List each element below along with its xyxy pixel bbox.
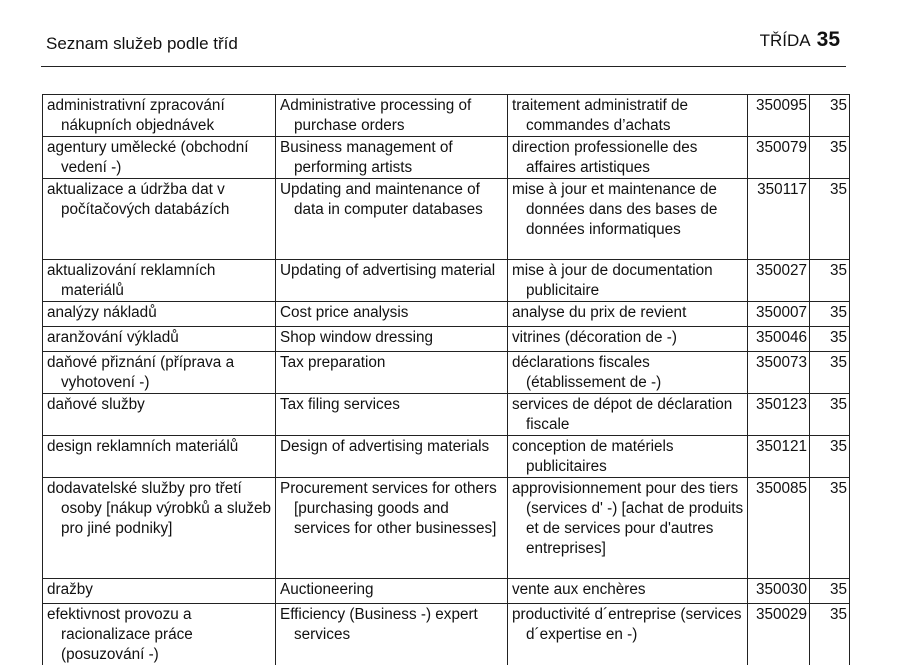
english-term-text: Auctioneering (280, 580, 505, 600)
czech-term-text: administrativní zpracování nákupních objednávek (47, 96, 273, 136)
services-table-body (43, 95, 850, 665)
french-term-cell (508, 179, 748, 260)
basic-number-text: 350123 (756, 396, 807, 413)
class-number-cell (810, 436, 850, 478)
class-number-text: 35 (830, 438, 847, 455)
czech-term-cell (43, 604, 276, 665)
class-heading (760, 28, 840, 52)
class-number-cell (810, 394, 850, 436)
french-term-cell (508, 579, 748, 604)
table-row (43, 137, 850, 179)
french-term-cell (508, 302, 748, 327)
czech-term-cell (43, 179, 276, 260)
page-header (46, 28, 840, 58)
english-term-text: Cost price analysis (280, 303, 505, 323)
english-term-text: Efficiency (Business -) expert services (280, 605, 505, 645)
french-term-text: direction professionelle des affaires artistiques (512, 138, 745, 178)
basic-number-text: 350085 (756, 480, 807, 497)
table-row (43, 95, 850, 137)
basic-number-text: 350029 (756, 606, 807, 623)
czech-term-text: aktualizování reklamních materiálů (47, 261, 273, 301)
english-term-text: Updating and maintenance of data in computer databases (280, 180, 505, 220)
basic-number-cell (748, 478, 810, 579)
class-number-text: 35 (830, 97, 847, 114)
basic-number-cell (748, 436, 810, 478)
basic-number-cell (748, 95, 810, 137)
czech-term-cell (43, 436, 276, 478)
table-row (43, 478, 850, 579)
basic-number-text: 350030 (756, 581, 807, 598)
english-term-cell (276, 95, 508, 137)
czech-term-text: efektivnost provozu a racionalizace práce (posuzování -) (47, 605, 273, 665)
basic-number-cell (748, 579, 810, 604)
french-term-text: vente aux enchères (512, 580, 745, 600)
czech-term-text: design reklamních materiálů (47, 437, 273, 457)
basic-number-cell (748, 179, 810, 260)
basic-number-cell (748, 327, 810, 352)
class-number-cell (810, 579, 850, 604)
basic-number-text: 350079 (756, 139, 807, 156)
czech-term-cell (43, 352, 276, 394)
basic-number-cell (748, 604, 810, 665)
basic-number-cell (748, 394, 810, 436)
class-number-text: 35 (830, 262, 847, 279)
english-term-cell (276, 436, 508, 478)
header-divider (41, 66, 846, 67)
basic-number-text: 350121 (756, 438, 807, 455)
czech-term-cell (43, 302, 276, 327)
table-row (43, 179, 850, 260)
czech-term-text: dodavatelské služby pro třetí osoby [nákup výrobků a služeb pro jiné podniky] (47, 479, 273, 539)
english-term-cell (276, 604, 508, 665)
english-term-text: Updating of advertising material (280, 261, 505, 281)
basic-number-text: 350046 (756, 329, 807, 346)
class-number-cell (810, 95, 850, 137)
table-row (43, 394, 850, 436)
french-term-cell (508, 137, 748, 179)
basic-number-text: 350027 (756, 262, 807, 279)
class-label: TŘÍDA (760, 31, 811, 50)
basic-number-text: 350007 (756, 304, 807, 321)
czech-term-cell (43, 327, 276, 352)
czech-term-text: daňové služby (47, 395, 273, 415)
english-term-cell (276, 327, 508, 352)
english-term-cell (276, 394, 508, 436)
class-number-text: 35 (830, 304, 847, 321)
czech-term-text: aktualizace a údržba dat v počítačových databázích (47, 180, 273, 220)
basic-number-cell (748, 302, 810, 327)
basic-number-cell (748, 260, 810, 302)
class-number-cell (810, 179, 850, 260)
class-number-cell (810, 137, 850, 179)
table-row (43, 352, 850, 394)
english-term-cell (276, 302, 508, 327)
class-number-cell (810, 260, 850, 302)
czech-term-text: aranžování výkladů (47, 328, 273, 348)
french-term-cell (508, 436, 748, 478)
english-term-text: Tax preparation (280, 353, 505, 373)
english-term-text: Design of advertising materials (280, 437, 505, 457)
basic-number-text: 350073 (756, 354, 807, 371)
french-term-text: mise à jour de documentation publicitaire (512, 261, 745, 301)
czech-term-cell (43, 95, 276, 137)
class-number-cell (810, 352, 850, 394)
class-number-text: 35 (830, 396, 847, 413)
class-number-text: 35 (830, 354, 847, 371)
french-term-text: traitement administratif de commandes d’achats (512, 96, 745, 136)
french-term-cell (508, 327, 748, 352)
french-term-cell (508, 352, 748, 394)
basic-number-text: 350095 (756, 97, 807, 114)
class-number-text: 35 (830, 606, 847, 623)
page-title: Seznam služeb podle tříd (46, 34, 238, 54)
class-number-text: 35 (830, 480, 847, 497)
french-term-text: mise à jour et maintenance de données dans des bases de données informatiques (512, 180, 745, 240)
french-term-cell (508, 95, 748, 137)
czech-term-cell (43, 579, 276, 604)
english-term-cell (276, 260, 508, 302)
french-term-text: vitrines (décoration de -) (512, 328, 745, 348)
french-term-text: approvisionnement pour des tiers (services d' -) [achat de produits et de services pour d'autres entreprises] (512, 479, 745, 559)
french-term-text: productivité d´entreprise (services d´expertise en -) (512, 605, 745, 645)
table-row (43, 302, 850, 327)
czech-term-text: analýzy nákladů (47, 303, 273, 323)
english-term-text: Procurement services for others [purchasing goods and services for other businesses] (280, 479, 505, 539)
czech-term-text: agentury umělecké (obchodní vedení -) (47, 138, 273, 178)
basic-number-text: 350117 (757, 181, 807, 198)
english-term-text: Shop window dressing (280, 328, 505, 348)
czech-term-cell (43, 394, 276, 436)
czech-term-text: daňové přiznání (příprava a vyhotovení -) (47, 353, 273, 393)
class-number-cell (810, 302, 850, 327)
table-row (43, 579, 850, 604)
french-term-text: déclarations fiscales (établissement de -) (512, 353, 745, 393)
class-number-text: 35 (830, 329, 847, 346)
class-number: 35 (817, 28, 840, 51)
french-term-text: analyse du prix de revient (512, 303, 745, 323)
english-term-cell (276, 352, 508, 394)
english-term-text: Administrative processing of purchase orders (280, 96, 505, 136)
french-term-text: services de dépot de déclaration fiscale (512, 395, 745, 435)
english-term-text: Tax filing services (280, 395, 505, 415)
class-number-text: 35 (830, 181, 847, 198)
services-table (42, 94, 850, 665)
english-term-cell (276, 478, 508, 579)
table-row (43, 436, 850, 478)
french-term-cell (508, 478, 748, 579)
french-term-cell (508, 604, 748, 665)
class-number-cell (810, 327, 850, 352)
table-row (43, 604, 850, 665)
french-term-cell (508, 394, 748, 436)
english-term-cell (276, 579, 508, 604)
czech-term-cell (43, 137, 276, 179)
czech-term-cell (43, 260, 276, 302)
english-term-cell (276, 179, 508, 260)
czech-term-text: dražby (47, 580, 273, 600)
table-row (43, 327, 850, 352)
basic-number-cell (748, 352, 810, 394)
class-number-text: 35 (830, 581, 847, 598)
french-term-text: conception de matériels publicitaires (512, 437, 745, 477)
table-row (43, 260, 850, 302)
class-number-text: 35 (830, 139, 847, 156)
czech-term-cell (43, 478, 276, 579)
french-term-cell (508, 260, 748, 302)
english-term-text: Business management of performing artists (280, 138, 505, 178)
class-number-cell (810, 604, 850, 665)
basic-number-cell (748, 137, 810, 179)
english-term-cell (276, 137, 508, 179)
class-number-cell (810, 478, 850, 579)
